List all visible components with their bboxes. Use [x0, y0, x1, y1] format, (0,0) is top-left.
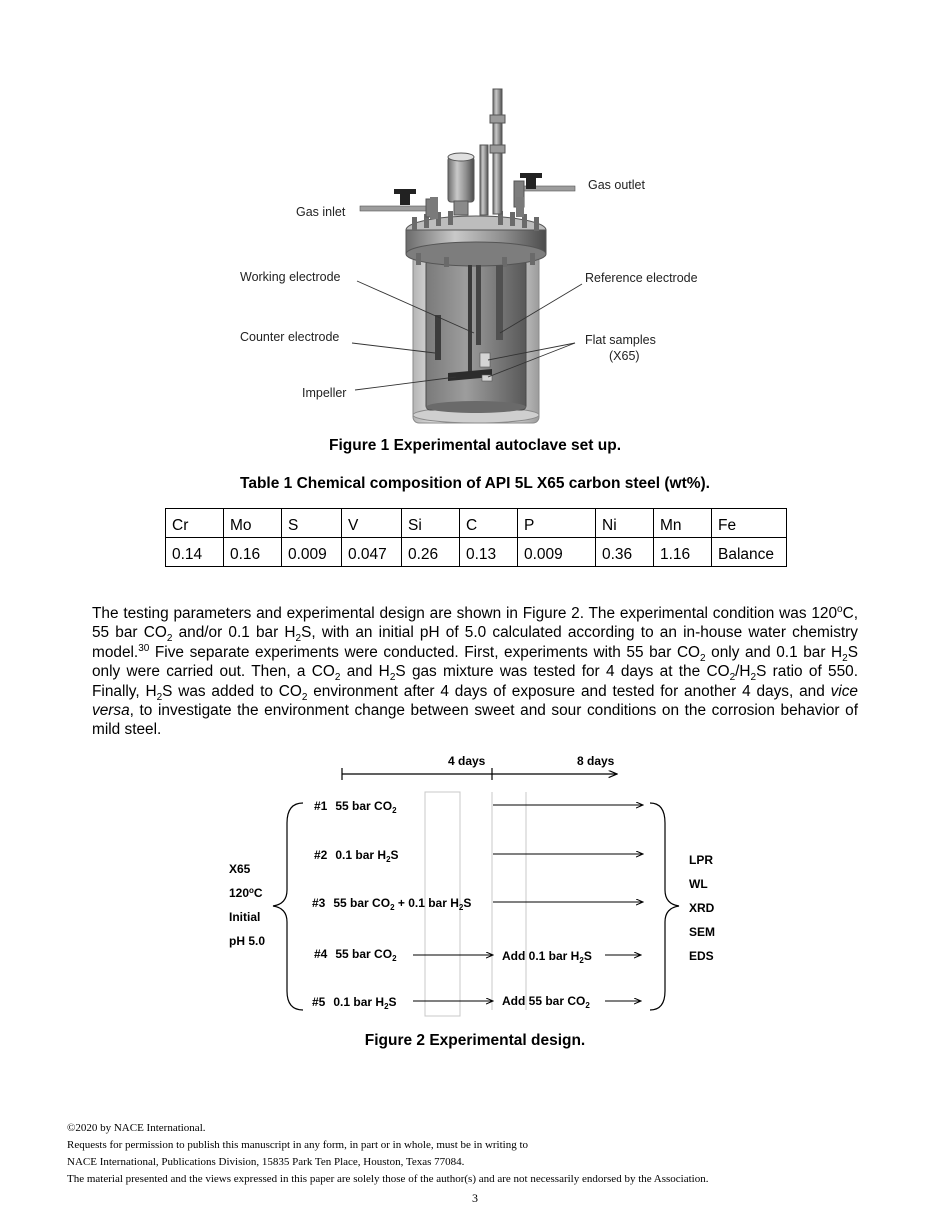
text-run: , to investigate the environment change between sweet and sour conditions on the corrosion behavior of mild steel.	[92, 702, 858, 739]
label-flat-samples-sub: (X65)	[609, 349, 640, 363]
label-reference-electrode: Reference electrode	[585, 271, 698, 285]
svg-text:#20.1 bar H2S: #2 0.1 bar $H_2S$	[314, 848, 399, 864]
condition-temperature: 120$^o$C	[229, 886, 263, 900]
table-cell: Ni	[596, 509, 654, 538]
text-run: and H	[340, 663, 390, 681]
table-cell: 0.047	[342, 538, 402, 567]
footer-line: NACE International, Publications Division, 15835 Park Ten Place, Houston, Texas 77084.	[67, 1156, 465, 1168]
top-flange	[406, 211, 546, 267]
label-gas-inlet: Gas inlet	[296, 205, 346, 219]
table-cell: 0.36	[596, 538, 654, 567]
table-cell: 0.14	[166, 538, 224, 567]
text-run: Five separate experiments were conducted. First, experiments with 55 bar CO	[149, 643, 701, 661]
text-run: S gas mixture was tested for 4 days at the CO	[395, 663, 730, 681]
text-run: S was added to CO	[162, 682, 302, 700]
figure2-caption: Figure 2 Experimental design.	[364, 1032, 586, 1049]
table-cell: 0.16	[224, 538, 282, 567]
table-cell: 0.009	[282, 538, 342, 567]
reference-electrode-rod	[496, 265, 503, 340]
table-cell: Mn	[654, 509, 712, 538]
svg-text:Add 0.1 bar H2S: Add 0.1 bar $H_2S$	[502, 949, 592, 965]
footer-line: Requests for permission to publish this manuscript in any form, in part or in whole, must be in writing to	[67, 1139, 529, 1151]
subscript: 2	[156, 691, 163, 703]
left-brace	[273, 803, 303, 1010]
table-cell: Fe	[712, 509, 787, 538]
table1-caption: Table 1 Chemical composition of API 5L X65 carbon steel (wt%).	[240, 475, 710, 492]
label-impeller: Impeller	[302, 386, 347, 400]
gas-outlet-line	[514, 173, 575, 217]
table-cell: V	[342, 509, 402, 538]
table-cell: 0.26	[402, 538, 460, 567]
table-cell: Cr	[166, 509, 224, 538]
gas-inlet-line	[360, 189, 438, 219]
composition-table	[165, 508, 787, 567]
technique-wl: WL	[689, 877, 708, 891]
table-cell: 0.13	[460, 538, 518, 567]
right-brace	[650, 803, 679, 1010]
svg-text:#455 bar CO2: #4 55 bar $CO_2$	[314, 947, 397, 963]
table-cell: Balance	[712, 538, 787, 567]
technique-lpr: LPR	[689, 853, 713, 867]
subscript: 2	[166, 633, 173, 645]
text-run: /H	[735, 663, 751, 681]
text-run: The testing parameters and experimental design are shown in Figure 2. The experimental condition was 120	[92, 605, 838, 622]
svg-text:Add 55 bar CO2: Add 55 bar $CO_2$	[502, 994, 590, 1010]
footer-line: The material presented and the views expressed in this paper are solely those of the author(s) and are not necessarily endorsed by the Association.	[67, 1173, 709, 1185]
text-run: C, 55 bar CO	[92, 605, 858, 642]
table-cell: Si	[402, 509, 460, 538]
svg-text:#50.1 bar H2S: #5 0.1 bar $H_2S$	[312, 995, 397, 1011]
label-gas-outlet: Gas outlet	[588, 178, 645, 192]
italic-text: vice versa	[92, 682, 858, 720]
flat-samples	[480, 353, 492, 381]
working-electrode-rod	[476, 265, 481, 345]
text-run: environment after 4 days of exposure and tested for another 4 days, and	[307, 682, 831, 700]
timeline-8-days: 8 days	[577, 754, 615, 768]
experiment-5	[312, 994, 641, 1011]
technique-xrd: XRD	[689, 901, 715, 915]
subscript: 2	[295, 633, 302, 645]
page-number: 3	[472, 1191, 478, 1205]
table-cell: 1.16	[654, 538, 712, 567]
table-value-row	[166, 538, 787, 567]
superscript: o	[837, 603, 843, 615]
technique-sem: SEM	[689, 925, 716, 939]
condition-ph: pH 5.0	[229, 934, 266, 948]
label-flat-samples: Flat samples	[585, 333, 656, 347]
copyright-footer	[67, 1120, 708, 1188]
motor-housing	[448, 153, 474, 215]
subscript: 2	[729, 672, 736, 684]
svg-text:#355 bar CO2 + 0.1 bar H2S: #3 55 bar $CO_2 + 0.1$ bar $H_2S$	[312, 896, 472, 912]
text-run: S, with an initial pH of 5.0 calculated according to an in-house water chemistry model.	[92, 624, 859, 661]
text-run: S only were carried out. Then, a CO	[92, 643, 858, 681]
experimental-design-figure	[225, 748, 745, 1018]
figure1-caption: Figure 1 Experimental autoclave set up.	[328, 437, 621, 454]
table-cell: P	[518, 509, 596, 538]
vertical-tube	[480, 89, 505, 215]
experiment-3	[312, 896, 643, 912]
technique-eds: EDS	[689, 949, 714, 963]
autoclave-figure	[230, 85, 730, 430]
techniques-list	[689, 853, 715, 963]
condition-initial: Initial	[229, 910, 261, 924]
experiment-2	[314, 848, 643, 864]
initial-conditions	[229, 862, 265, 948]
condition-material: X65	[229, 862, 251, 876]
table-cell: S	[282, 509, 342, 538]
experiment-4	[314, 947, 641, 965]
subscript: 2	[334, 672, 341, 684]
table-cell: 0.009	[518, 538, 596, 567]
svg-text:#155 bar CO2: #1 55 bar $CO_2$	[314, 799, 397, 815]
subscript: 2	[750, 672, 757, 684]
subscript: 2	[301, 691, 308, 703]
citation-superscript: 30	[138, 642, 150, 654]
subscript: 2	[389, 672, 396, 684]
subscript: 2	[700, 652, 706, 664]
label-counter-electrode: Counter electrode	[240, 330, 340, 344]
body-paragraph	[92, 604, 858, 740]
timeline-4-days: 4 days	[448, 754, 486, 768]
table-header-row	[166, 509, 787, 538]
timeline	[342, 754, 617, 780]
footer-line: ©2020 by NACE International.	[67, 1122, 206, 1134]
table-cell: Mo	[224, 509, 282, 538]
experiment-1	[314, 799, 643, 815]
table-cell: C	[460, 509, 518, 538]
label-working-electrode: Working electrode	[240, 270, 341, 284]
text-run: and/or 0.1 bar H	[172, 624, 296, 642]
counter-electrode-rod	[435, 315, 441, 360]
subscript: 2	[842, 652, 848, 664]
text-run: only and 0.1 bar H	[705, 643, 843, 661]
text-run: S ratio of 550. Finally, H	[92, 663, 859, 700]
